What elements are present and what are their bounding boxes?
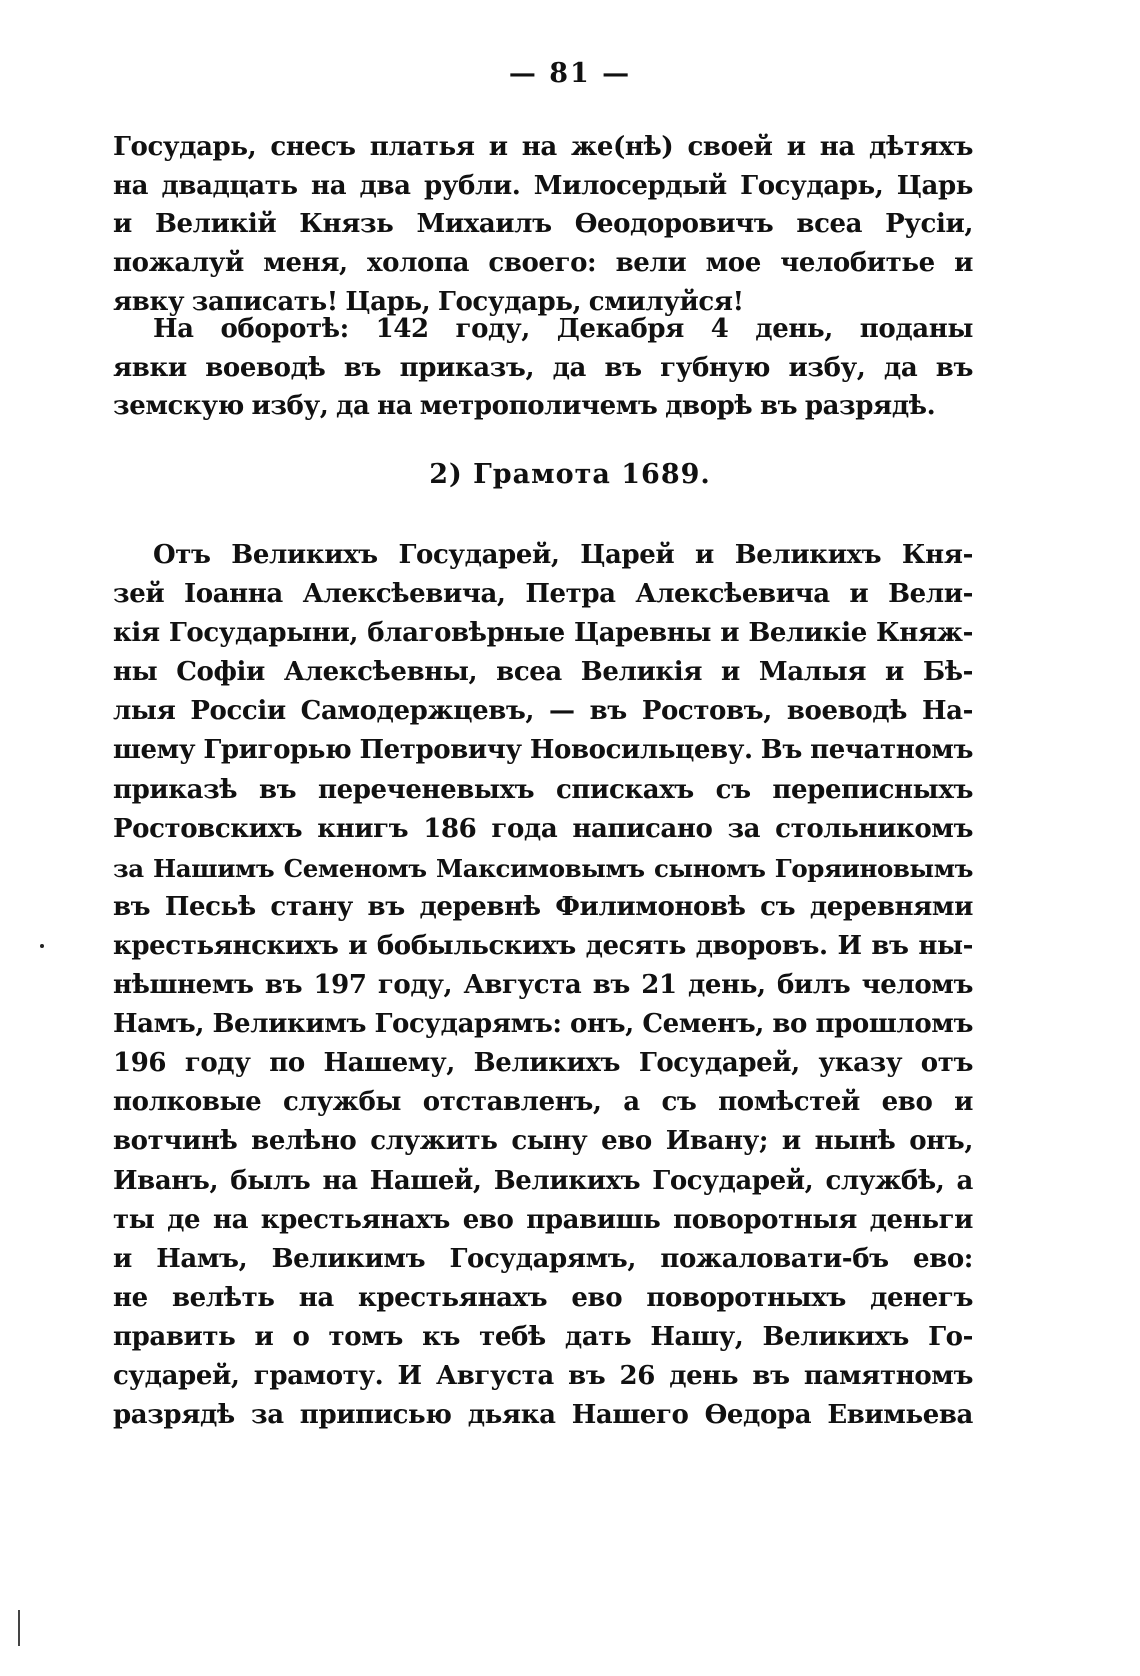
text-line: явки воеводѣ въ приказъ, да въ губную избу, да въ xyxy=(113,352,973,383)
text-line: ны Софіи Алексѣевны, всеа Великія и Малыя и Бѣ- xyxy=(113,657,973,688)
text-line: лыя Россіи Самодержцевъ, — въ Ростовъ, воеводѣ На- xyxy=(113,696,973,727)
text-line: ты де на крестьянахъ ево правишь поворотныя деньги xyxy=(113,1204,973,1235)
text-line: разрядѣ за приписью дьяка Нашего Ѳедора Евимьева xyxy=(113,1400,973,1431)
text-line: и Намъ, Великимъ Государямъ, пожаловати-бъ ево: xyxy=(113,1243,973,1274)
text-line: Иванъ, былъ на Нашей, Великихъ Государей, службѣ, а xyxy=(113,1165,973,1196)
section-heading: 2) Грамота 1689. xyxy=(429,459,711,490)
text-line: кія Государыни, благовѣрные Царевны и Великіе Княж- xyxy=(113,618,973,649)
text-line: и Великій Князь Михаилъ Ѳеодоровичъ всеа Русіи, xyxy=(113,209,973,240)
text-line: за Нашимъ Семеномъ Максимовымъ сыномъ Горяиновымъ xyxy=(113,853,973,883)
text-line: шему Григорью Петровичу Новосильцеву. Въ печатномъ xyxy=(113,735,973,766)
scan-edge-mark xyxy=(18,1610,20,1646)
text-line: полковые службы отставленъ, а съ помѣстей ево и xyxy=(113,1087,973,1118)
text-line: Государь, снесъ платья и на же(нѣ) своей и на дѣтяхъ xyxy=(113,132,973,162)
text-line: явку записать! Царь, Государь, смилуйся! xyxy=(113,286,744,317)
text-line: земскую избу, да на метрополичемъ дворѣ въ разрядѣ. xyxy=(113,391,936,422)
text-line: править и о томъ къ тебѣ дать Нашу, Великихъ Го- xyxy=(113,1321,973,1352)
text-line: нѣшнемъ въ 197 году, Августа въ 21 день, билъ челомъ xyxy=(113,970,973,1001)
paragraph-2 xyxy=(113,310,973,426)
text-line: приказѣ въ переченевыхъ спискахъ съ переписныхъ xyxy=(113,774,973,805)
text-line: зей Іоанна Алексѣевича, Петра Алексѣевича и Вели- xyxy=(113,579,973,610)
text-line: Ростовскихъ книгъ 186 года написано за стольникомъ xyxy=(113,813,973,844)
text-line: сударей, грамоту. И Августа въ 26 день въ памятномъ xyxy=(113,1360,973,1391)
text-line: пожалуй меня, холопа своего: вели мое челобитье и xyxy=(113,248,973,279)
paragraph-1 xyxy=(113,128,973,321)
text-line: крестьянскихъ и бобыльскихъ десять дворовъ. И въ ны- xyxy=(113,930,973,961)
text-line: на двадцать на два рубли. Милосердый Государь, Царь xyxy=(113,170,973,201)
text-line: въ Песьѣ стану въ деревнѣ Филимоновѣ съ деревнями xyxy=(113,891,973,922)
text-line: 196 году по Нашему, Великихъ Государей, указу отъ xyxy=(113,1048,973,1079)
text-line: Намъ, Великимъ Государямъ: онъ, Семенъ, во прошломъ xyxy=(113,1009,973,1040)
scan-speck xyxy=(40,944,44,948)
text-line: Отъ Великихъ Государей, Царей и Великихъ Кня- xyxy=(153,540,973,570)
page-number: — 81 — xyxy=(508,58,632,89)
text-line: вотчинѣ велѣно служить сыну ево Ивану; и нынѣ онъ, xyxy=(113,1126,973,1157)
text-line: На оборотѣ: 142 году, Декабря 4 день, поданы xyxy=(153,314,973,344)
paragraph-3 xyxy=(113,536,973,1435)
text-line: не велѣть на крестьянахъ ево поворотныхъ денегъ xyxy=(113,1282,973,1313)
